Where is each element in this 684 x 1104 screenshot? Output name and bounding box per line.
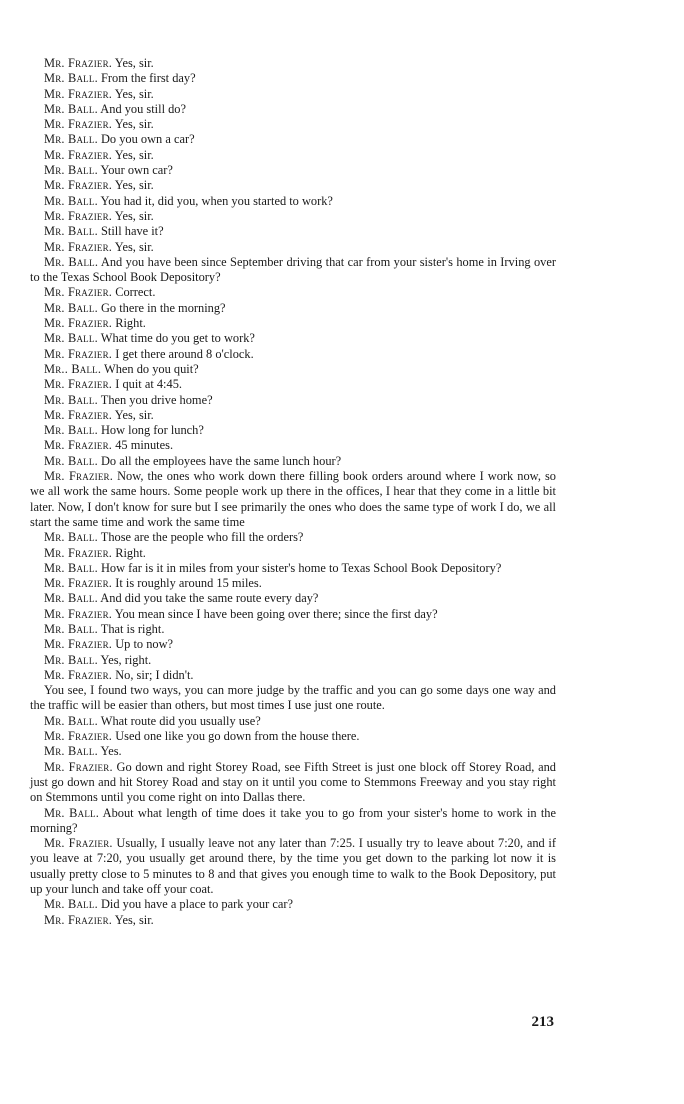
speaker-name: Mr. Frazier. (44, 912, 113, 927)
testimony-paragraph (30, 194, 556, 209)
testimony-paragraph (30, 714, 556, 729)
speech-text: That is right. (100, 621, 165, 636)
speech-text: Do all the employees have the same lunch hour? (100, 453, 342, 468)
speech-text: Yes, sir. (114, 912, 154, 927)
testimony-paragraph (30, 148, 556, 163)
speech-text: Still have it? (100, 224, 164, 239)
speaker-name: Mr. Ball. (44, 101, 98, 116)
speaker-name: Mr. Ball. (44, 132, 98, 147)
speech-text: About what length of time does it take you to go from your sister's home to work in the morning? (30, 805, 557, 835)
speaker-name: Mr. Frazier. (44, 545, 113, 560)
testimony-paragraph (30, 56, 556, 71)
speech-text: Yes, right. (100, 652, 152, 667)
speech-text: And you still do? (100, 101, 186, 116)
testimony-paragraph (30, 423, 556, 438)
testimony-paragraph (30, 240, 556, 255)
speaker-name: Mr. Frazier. (44, 86, 113, 101)
speech-text: Yes, sir. (114, 147, 154, 162)
speaker-name: Mr. Frazier. (44, 377, 113, 392)
speaker-name: Mr. Frazier. (44, 759, 113, 774)
speaker-name: Mr. Ball. (44, 713, 98, 728)
speaker-name: Mr. Ball. (44, 453, 98, 468)
speaker-name: Mr. Ball. (44, 71, 98, 86)
testimony-paragraph (30, 224, 556, 239)
testimony-paragraph (30, 71, 556, 86)
speech-text: Yes, sir. (114, 86, 154, 101)
speech-text: Your own car? (100, 163, 173, 178)
testimony-paragraph (30, 132, 556, 147)
speech-text: What time do you get to work? (100, 331, 255, 346)
testimony-paragraph (30, 530, 556, 545)
speech-text: You mean since I have been going over there; since the first day? (114, 606, 438, 621)
testimony-paragraph (30, 255, 556, 286)
speaker-name: Mr. Ball. (44, 300, 98, 315)
testimony-paragraph (30, 683, 556, 714)
testimony-paragraph (30, 622, 556, 637)
speaker-name: Mr. Frazier. (44, 316, 113, 331)
speaker-name: Mr. Ball. (44, 392, 98, 407)
speaker-name: Mr. Frazier. (44, 729, 113, 744)
speech-text: Go down and right Storey Road, see Fifth Street is just one block off Storey Road, and just go down and hit Storey Road and stay on it until you come to Stemmons Freeway and you stay right on Stemmons until you come right on into Dallas there. (30, 759, 556, 805)
testimony-paragraph (30, 377, 556, 392)
speaker-name: Mr. Frazier. (44, 239, 113, 254)
speaker-name: Mr. Ball. (44, 224, 98, 239)
testimony-paragraph (30, 913, 556, 928)
testimony-paragraph (30, 668, 556, 683)
speech-text: And did you take the same route every day? (100, 591, 319, 606)
speech-text: Those are the people who fill the orders? (100, 530, 304, 545)
testimony-paragraph (30, 301, 556, 316)
testimony-paragraph (30, 209, 556, 224)
speech-text: And you have been since September driving that car from your sister's home in Irving over to the Texas School Book Depository? (30, 254, 556, 285)
speaker-name: Mr. Ball. (44, 805, 100, 820)
speaker-name: Mr. Frazier. (44, 469, 114, 484)
speaker-name: Mr. Frazier. (44, 407, 113, 422)
testimony-paragraph (30, 102, 556, 117)
speaker-name: Mr. Ball. (44, 530, 98, 545)
speaker-name: Mr. Ball. (44, 423, 98, 438)
speaker-name: Mr. Frazier. (44, 637, 113, 652)
speech-text: I quit at 4:45. (115, 377, 182, 392)
testimony-paragraph (30, 760, 556, 806)
speaker-name: Mr. Frazier. (44, 178, 113, 193)
speaker-name: Mr. Ball. (44, 621, 98, 636)
testimony-paragraph (30, 836, 556, 897)
testimony-paragraph (30, 576, 556, 591)
testimony-transcript (30, 56, 556, 928)
speech-text: Usually, I usually leave not any later than 7:25. I usually try to leave about 7:20, and if you leave at 7:20, you usually get around there, by the time you get down to the parking lot now it is usually pretty close to 5 minutes to 8 and that gives you enough time to walk to the Book Depository, put up your lunch and take off your coat. (30, 836, 556, 897)
speech-text: When do you quit? (104, 361, 199, 376)
speaker-name: Mr. Frazier. (44, 285, 113, 300)
speaker-name: Mr. Frazier. (44, 208, 113, 223)
speech-text: You had it, did you, when you started to work? (100, 193, 333, 208)
speech-text: Yes, sir. (114, 56, 154, 70)
speech-text: I get there around 8 o'clock. (115, 346, 254, 361)
speaker-name: Mr. Ball. (44, 652, 98, 667)
testimony-paragraph (30, 316, 556, 331)
speech-text: 45 minutes. (115, 438, 174, 453)
testimony-paragraph (30, 438, 556, 453)
speech-text: Correct. (115, 285, 156, 300)
testimony-paragraph (30, 331, 556, 346)
speaker-name: Mr. Ball. (44, 163, 98, 178)
testimony-paragraph (30, 637, 556, 652)
speech-text: Right. (115, 316, 146, 331)
speech-text: Do you own a car? (100, 132, 195, 147)
speech-text: Now, the ones who work down there filling book orders around where I work now, so we all work the same hours. Some people work up there in the offices, I hear that they come in a little bit later. Now, I don't know for sure but I see primarily the ones who does the same type of work I do, we all start the same time and work the same time (30, 469, 556, 529)
speech-text: No, sir; I didn't. (115, 667, 194, 682)
speech-text: Yes. (100, 744, 122, 759)
speaker-name: Mr. Ball. (44, 193, 98, 208)
speaker-name: Mr. Frazier. (44, 606, 113, 621)
testimony-paragraph (30, 607, 556, 622)
testimony-paragraph (30, 178, 556, 193)
speaker-name: Mr. Frazier. (44, 576, 113, 591)
speech-text: Did you have a place to park your car? (100, 897, 293, 912)
testimony-paragraph (30, 87, 556, 102)
testimony-paragraph (30, 285, 556, 300)
speech-text: Used one like you go down from the house there. (115, 729, 360, 744)
speaker-name: Mr. Ball. (44, 591, 98, 606)
speech-text: How far is it in miles from your sister's home to Texas School Book Depository? (100, 560, 502, 575)
speaker-name: Mr. Frazier. (44, 438, 113, 453)
speech-text: Yes, sir. (114, 178, 154, 193)
speaker-name: Mr. Frazier. (44, 836, 113, 851)
speaker-name: Mr.. Ball. (44, 361, 102, 376)
testimony-paragraph (30, 163, 556, 178)
speech-text: Yes, sir. (114, 239, 154, 254)
speaker-name: Mr. Ball. (44, 897, 98, 912)
speech-text: Then you drive home? (100, 392, 213, 407)
speech-text: You see, I found two ways, you can more judge by the traffic and you can go some days one way and the traffic will be easier than others, but most times I use just one route. (30, 683, 556, 713)
speaker-name: Mr. Frazier. (44, 147, 113, 162)
testimony-paragraph (30, 653, 556, 668)
testimony-paragraph (30, 561, 556, 576)
page-number: 213 (531, 1014, 554, 1030)
speaker-name: Mr. Frazier. (44, 117, 113, 132)
testimony-paragraph (30, 591, 556, 606)
speaker-name: Mr. Frazier. (44, 667, 113, 682)
testimony-paragraph (30, 362, 556, 377)
testimony-paragraph (30, 469, 556, 530)
speech-text: How long for lunch? (100, 423, 204, 438)
testimony-paragraph (30, 729, 556, 744)
speech-text: It is roughly around 15 miles. (115, 576, 262, 591)
speaker-name: Mr. Frazier. (44, 56, 113, 70)
speech-text: Go there in the morning? (100, 300, 226, 315)
testimony-paragraph (30, 806, 556, 837)
testimony-paragraph (30, 408, 556, 423)
testimony-paragraph (30, 347, 556, 362)
testimony-paragraph (30, 393, 556, 408)
speech-text: Right. (115, 545, 146, 560)
speech-text: What route did you usually use? (100, 713, 261, 728)
speech-text: Yes, sir. (114, 407, 154, 422)
speaker-name: Mr. Ball. (44, 331, 98, 346)
speaker-name: Mr. Ball. (44, 254, 99, 269)
speaker-name: Mr. Ball. (44, 744, 98, 759)
speech-text: Up to now? (115, 637, 174, 652)
speaker-name: Mr. Ball. (44, 560, 98, 575)
testimony-paragraph (30, 546, 556, 561)
testimony-paragraph (30, 897, 556, 912)
testimony-paragraph (30, 117, 556, 132)
speech-text: From the first day? (100, 71, 196, 86)
speaker-name: Mr. Frazier. (44, 346, 113, 361)
testimony-paragraph (30, 454, 556, 469)
testimony-paragraph (30, 744, 556, 759)
speech-text: Yes, sir. (114, 117, 154, 132)
speech-text: Yes, sir. (114, 208, 154, 223)
